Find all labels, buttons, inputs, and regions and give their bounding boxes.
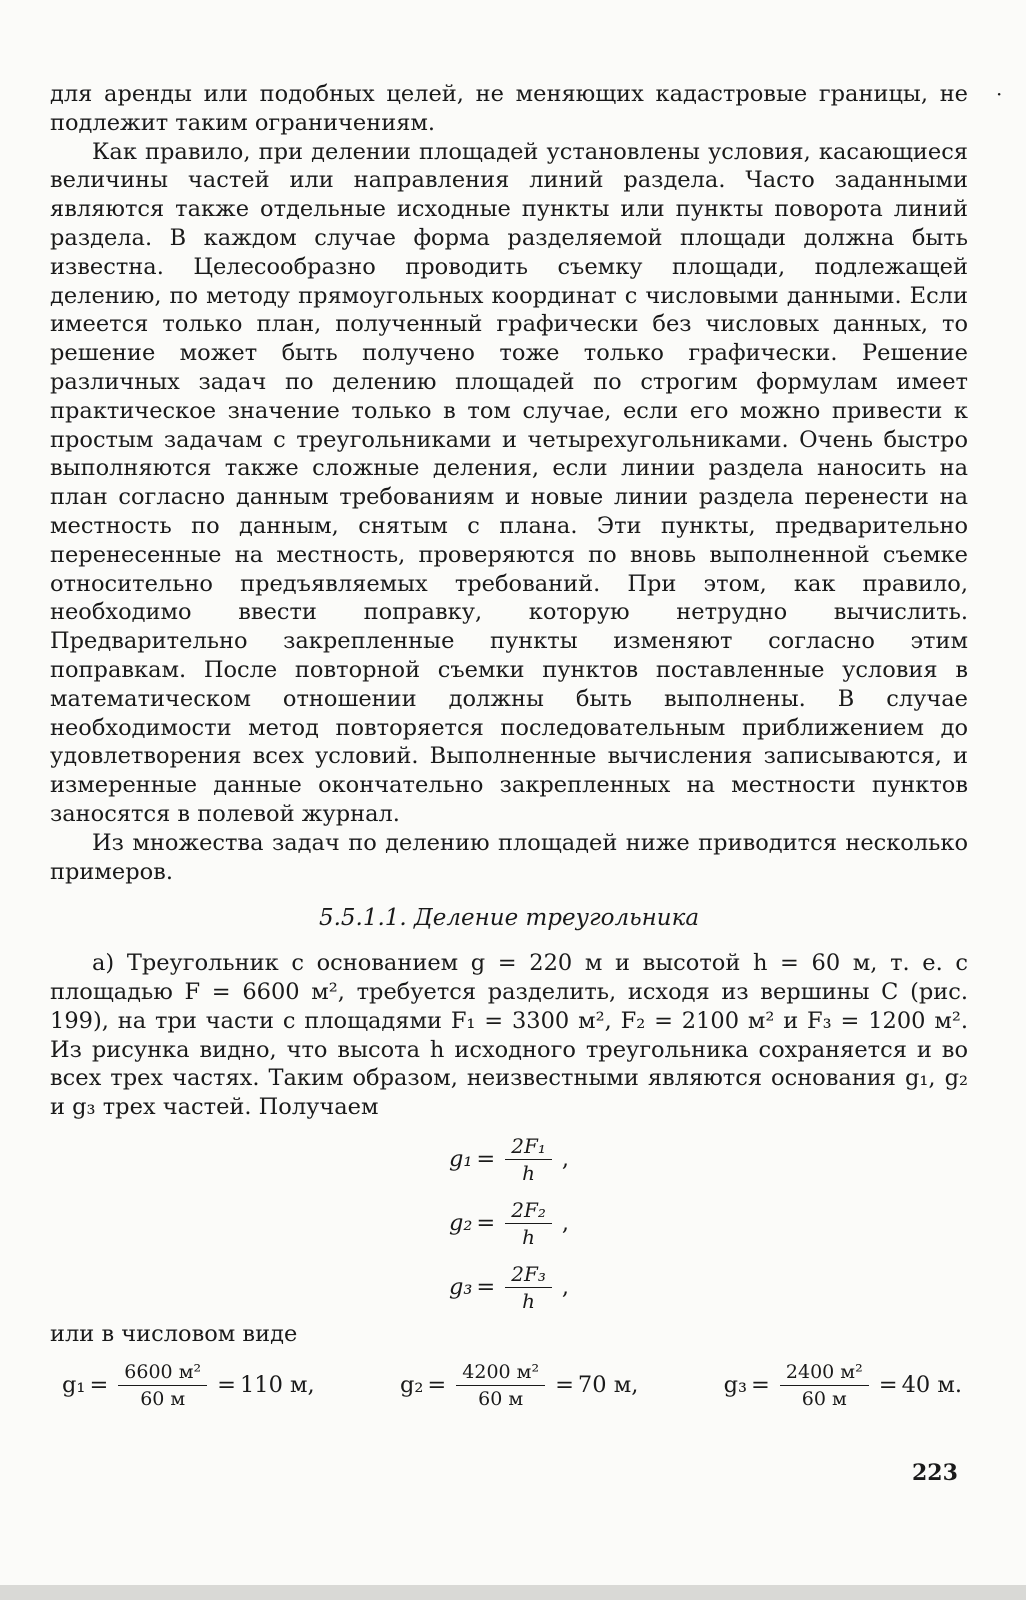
page-content: [50, 80, 968, 1412]
numeric-formulas: [50, 1359, 962, 1412]
formula-g2: [50, 1192, 968, 1256]
fraction: [456, 1359, 545, 1412]
fraction-denominator: h: [522, 1289, 535, 1314]
stray-mark: ·: [996, 82, 1003, 106]
section-heading: 5.5.1.1. Деление треугольника: [318, 905, 700, 932]
fraction: [505, 1261, 552, 1314]
fraction-denominator: h: [522, 1161, 535, 1186]
paragraph-continued: для аренды или подобных целей, не меняющих кадастровые границы, не подлежит таким ограничениям.: [50, 81, 968, 136]
fraction-denominator: h: [522, 1225, 535, 1250]
page-number: 223: [912, 1460, 958, 1486]
fraction: [118, 1359, 207, 1412]
formula-lhs: g₁: [62, 1371, 86, 1398]
equals-sign: =: [878, 1371, 898, 1398]
formula-tail: ,: [561, 1274, 570, 1301]
fraction-denominator: 60 м: [801, 1387, 847, 1410]
formula-lhs: g₃: [448, 1274, 473, 1301]
formula-g3: [50, 1256, 968, 1320]
equals-sign: =: [217, 1371, 236, 1398]
problem-paragraph: а) Треугольник с основанием g = 220 м и высотой h = 60 м, т. е. с площадью F = 6600 м², требуется разделить, исходя из вершины C (рис. 199), на три части с площадями F₁ = 3300 м², F₂ = 2100 м² и F₃ = 1200 м². Из рисунка видно, что высота h исходного треугольника сохраняется и во всех трех частях. Таким образом, неизвестными являются основания g₁, g₂ и g₃ трех частей. Получаем: [50, 950, 968, 1121]
numeric-intro: или в числовом виде: [50, 1320, 298, 1347]
fraction-numerator: 6600 м²: [118, 1359, 207, 1386]
formula-tail: ,: [561, 1210, 570, 1237]
numeric-result: 40 м.: [901, 1371, 962, 1398]
fraction-numerator: 2F₂: [505, 1197, 552, 1224]
equals-sign: =: [751, 1371, 770, 1398]
formula-block: [50, 1128, 968, 1320]
equals-sign: =: [476, 1210, 496, 1237]
fraction-numerator: 2F₃: [505, 1261, 552, 1288]
numeric-g2: [400, 1359, 638, 1412]
fraction: [505, 1133, 552, 1186]
numeric-g3: [724, 1359, 962, 1412]
fraction-denominator: 60 м: [478, 1387, 524, 1410]
paragraph-area-division: Как правило, при делении площадей установлены условия, касающиеся величины частей или направления линий раздела. Часто заданными являются также отдельные исходные пункты или пункты поворота линий раздела. В каждом случае форма разделяемой площади должна быть известна. Целесообразно проводить съемку площади, подлежащей делению, по методу прямоугольных координат с числовыми данными. Если имеется только план, полученный графически без числовых данных, то решение может быть получено тоже только графически. Решение различных задач по делению площадей по строгим формулам имеет практическое значение только в том случае, если его можно привести к простым задачам с треугольниками и четырехугольниками. Очень быстро выполняются также сложные деления, если линии раздела наносить на план согласно данным требованиям и новые линии раздела перенести на местность по данным, снятым с плана. Эти пункты, предварительно перенесенные на местность, проверяются по вновь выполненной съемке относительно предъявляемых требований. При этом, как правило, необходимо ввести поправку, которую нетрудно вычислить. Предварительно закрепленные пункты изменяют согласно этим поправкам. После повторной съемки пунктов поставленные условия в математическом отношении должны быть выполнены. В случае необходимости метод повторяется последовательным приближением до удовлетворения всех условий. Выполненные вычисления записываются, и измеренные данные окончательно закрепленных на местности пунктов заносятся в полевой журнал.: [50, 138, 968, 827]
formula-lhs: g₃: [723, 1371, 748, 1398]
equals-sign: =: [427, 1371, 447, 1398]
paragraph-examples-intro: Из множества задач по делению площадей ниже приводится несколько примеров.: [50, 829, 968, 885]
formula-lhs: g₁: [448, 1146, 473, 1173]
equals-sign: =: [555, 1371, 574, 1398]
formula-lhs: g₂: [448, 1210, 473, 1237]
fraction: [505, 1197, 552, 1250]
fraction-numerator: 2F₁: [505, 1133, 552, 1160]
equals-sign: =: [476, 1274, 496, 1301]
formula-g1: [50, 1128, 968, 1192]
fraction-denominator: 60 м: [140, 1387, 186, 1410]
scan-bottom-edge: [0, 1585, 1026, 1600]
numeric-result: 70 м,: [577, 1371, 639, 1398]
equals-sign: =: [476, 1146, 496, 1173]
fraction-numerator: 2400 м²: [780, 1359, 869, 1386]
equals-sign: =: [89, 1371, 109, 1398]
fraction: [780, 1359, 869, 1412]
formula-tail: ,: [561, 1146, 570, 1173]
fraction-numerator: 4200 м²: [456, 1359, 545, 1386]
numeric-result: 110 м,: [239, 1371, 315, 1398]
numeric-g1: [62, 1359, 315, 1412]
formula-lhs: g₂: [399, 1371, 424, 1398]
